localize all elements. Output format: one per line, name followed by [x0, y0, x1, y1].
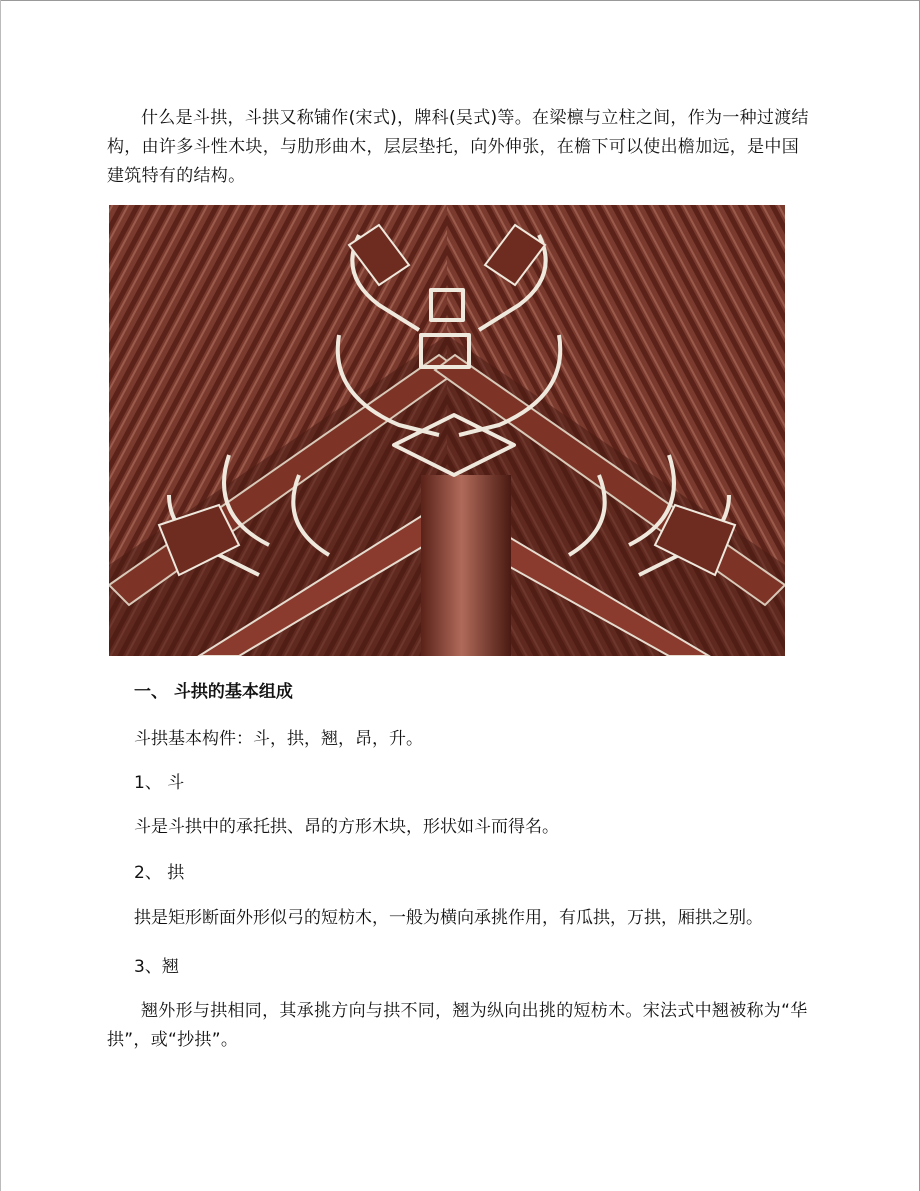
section-heading: 一、 斗拱的基本组成	[134, 682, 293, 702]
item-title: 1、 斗	[134, 773, 185, 793]
components-line: 斗拱基本构件：斗，拱，翘，昂，升。	[134, 729, 423, 749]
item-text: 拱是矩形断面外形似弓的短枋木，一般为横向承挑作用，有瓜拱，万拱，厢拱之别。	[134, 908, 763, 928]
item-title: 2、 拱	[134, 863, 185, 883]
page-border	[0, 0, 920, 1]
item-title: 3、翘	[134, 957, 179, 977]
item-text: 斗是斗拱中的承托拱、昂的方形木块，形状如斗而得名。	[134, 817, 559, 837]
page-border	[0, 0, 1, 1191]
item-text: 翘外形与拱相同，其承挑方向与拱不同，翘为纵向出挑的短枋木。宋法式中翘被称为“华拱”，或“抄拱”。	[107, 1001, 808, 1050]
intro-paragraph: 什么是斗拱，斗拱又称铺作(宋式)，牌科(吴式)等。在梁檩与立柱之间，作为一种过渡结构，由许多斗性木块，与肋形曲木，层层垫托，向外伸张，在檐下可以使出檐加远，是中国建筑特有的结构。	[107, 108, 809, 186]
dougong-photo	[109, 205, 785, 656]
